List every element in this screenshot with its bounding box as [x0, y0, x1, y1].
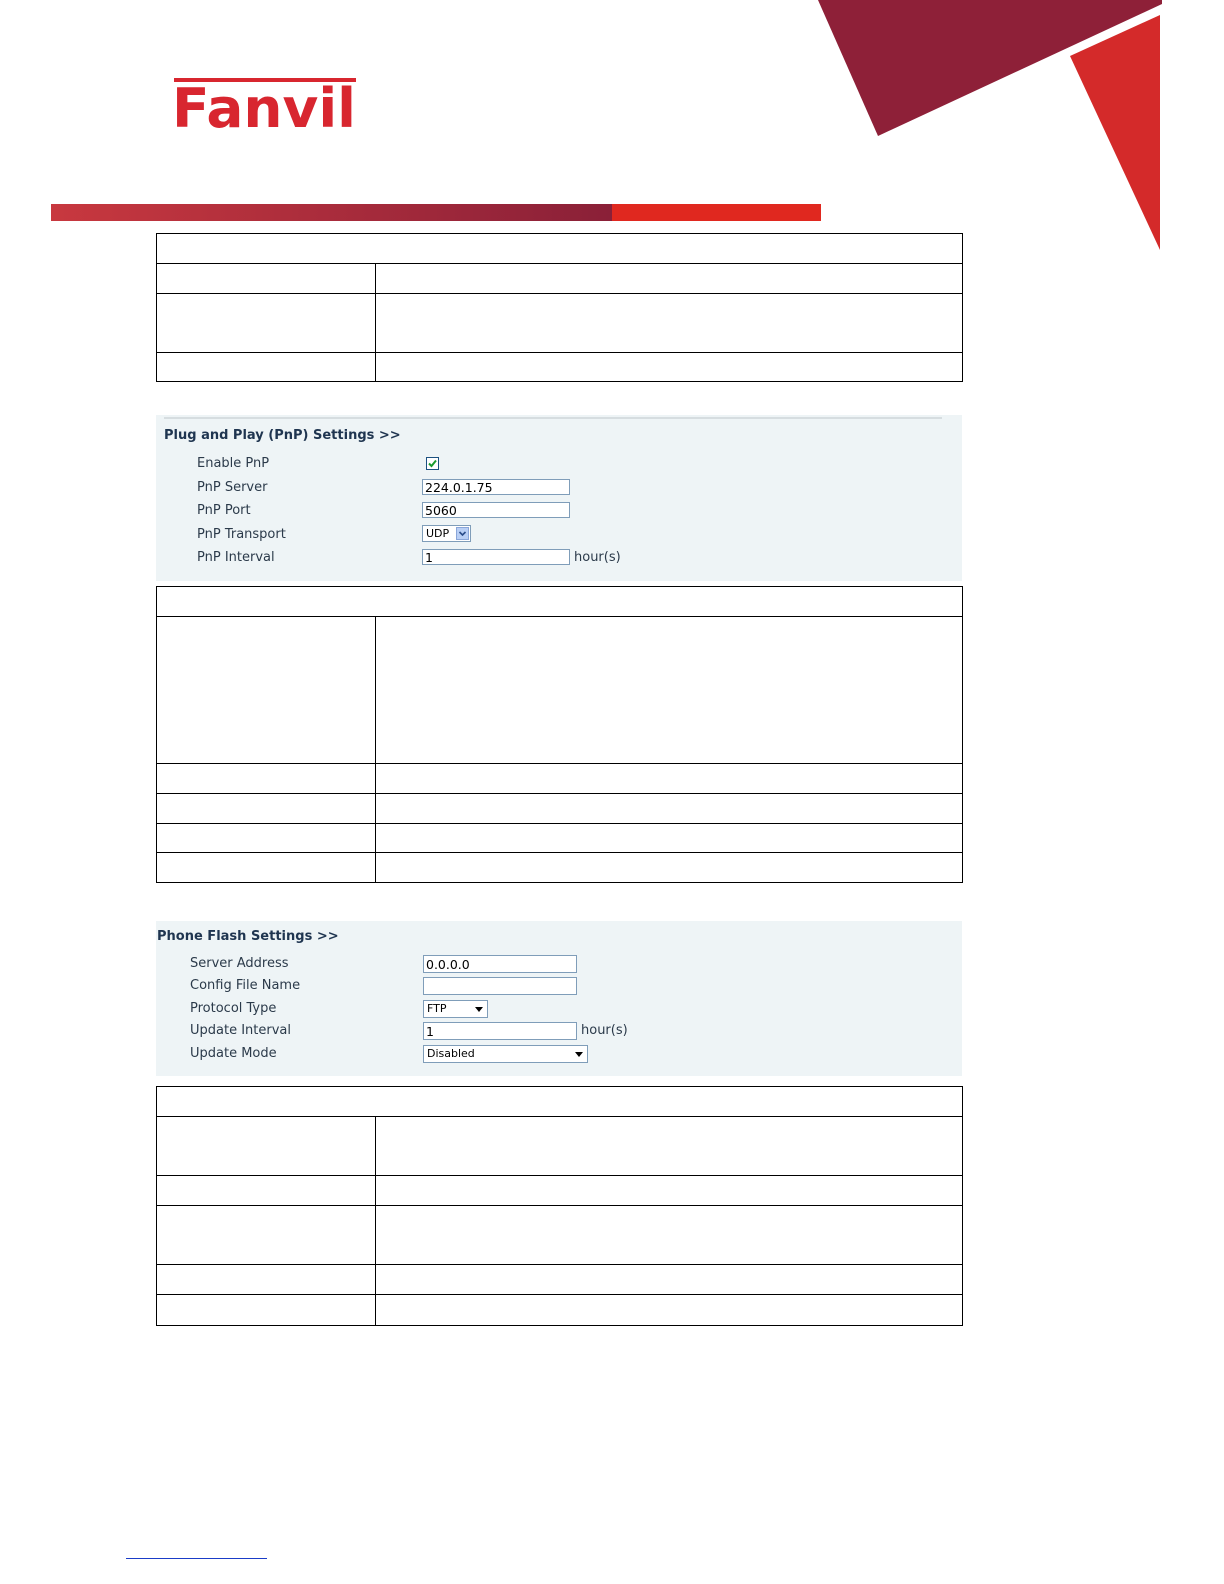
table-1: [156, 233, 963, 382]
pnp-port-label: PnP Port: [197, 503, 251, 518]
pnp-port-input[interactable]: 5060: [422, 502, 570, 518]
enable-pnp-checkbox[interactable]: [426, 457, 439, 470]
fanvil-logo: [170, 72, 360, 132]
footer-link[interactable]: [126, 1558, 267, 1559]
pnp-title: Plug and Play (PnP) Settings >>: [164, 428, 401, 443]
pnp-server-input[interactable]: 224.0.1.75: [422, 479, 570, 495]
protocol-type-select[interactable]: [423, 1000, 488, 1018]
table-2: [156, 586, 963, 883]
config-file-name-label: Config File Name: [190, 978, 301, 993]
update-mode-value: Disabled: [427, 1047, 475, 1060]
config-file-name-input[interactable]: [423, 977, 577, 995]
table-3: [156, 1086, 963, 1326]
update-interval-input[interactable]: 1: [423, 1022, 577, 1040]
update-mode-label: Update Mode: [190, 1046, 277, 1061]
pnp-transport-label: PnP Transport: [197, 527, 286, 542]
check-icon: [427, 458, 438, 469]
protocol-type-label: Protocol Type: [190, 1001, 277, 1016]
chevron-down-icon: [575, 1052, 583, 1057]
pnp-interval-unit: hour(s): [574, 550, 621, 565]
update-interval-label: Update Interval: [190, 1023, 291, 1038]
dropdown-button[interactable]: [456, 527, 469, 540]
pnp-server-label: PnP Server: [197, 480, 268, 495]
pnp-transport-value: UDP: [426, 527, 450, 540]
update-mode-select[interactable]: [423, 1045, 588, 1063]
chevron-down-icon: [475, 1007, 483, 1012]
protocol-type-value: FTP: [427, 1002, 447, 1015]
chevron-down-icon: [457, 528, 468, 539]
update-interval-unit: hour(s): [581, 1023, 628, 1038]
phone-flash-settings-panel: [156, 921, 962, 1076]
flash-title: Phone Flash Settings >>: [157, 929, 339, 944]
maroon-triangle: [818, 0, 1162, 136]
pnp-interval-input[interactable]: 1: [422, 549, 570, 565]
svg-text:Fanvil: Fanvil: [172, 77, 356, 132]
red-triangle: [1070, 15, 1160, 250]
pnp-settings-panel: [156, 415, 962, 581]
enable-pnp-label: Enable PnP: [197, 456, 270, 471]
header-bar: [51, 204, 821, 221]
server-address-label: Server Address: [190, 956, 289, 971]
pnp-interval-label: PnP Interval: [197, 550, 275, 565]
server-address-input[interactable]: 0.0.0.0: [423, 955, 577, 973]
pnp-transport-select[interactable]: [422, 525, 471, 542]
